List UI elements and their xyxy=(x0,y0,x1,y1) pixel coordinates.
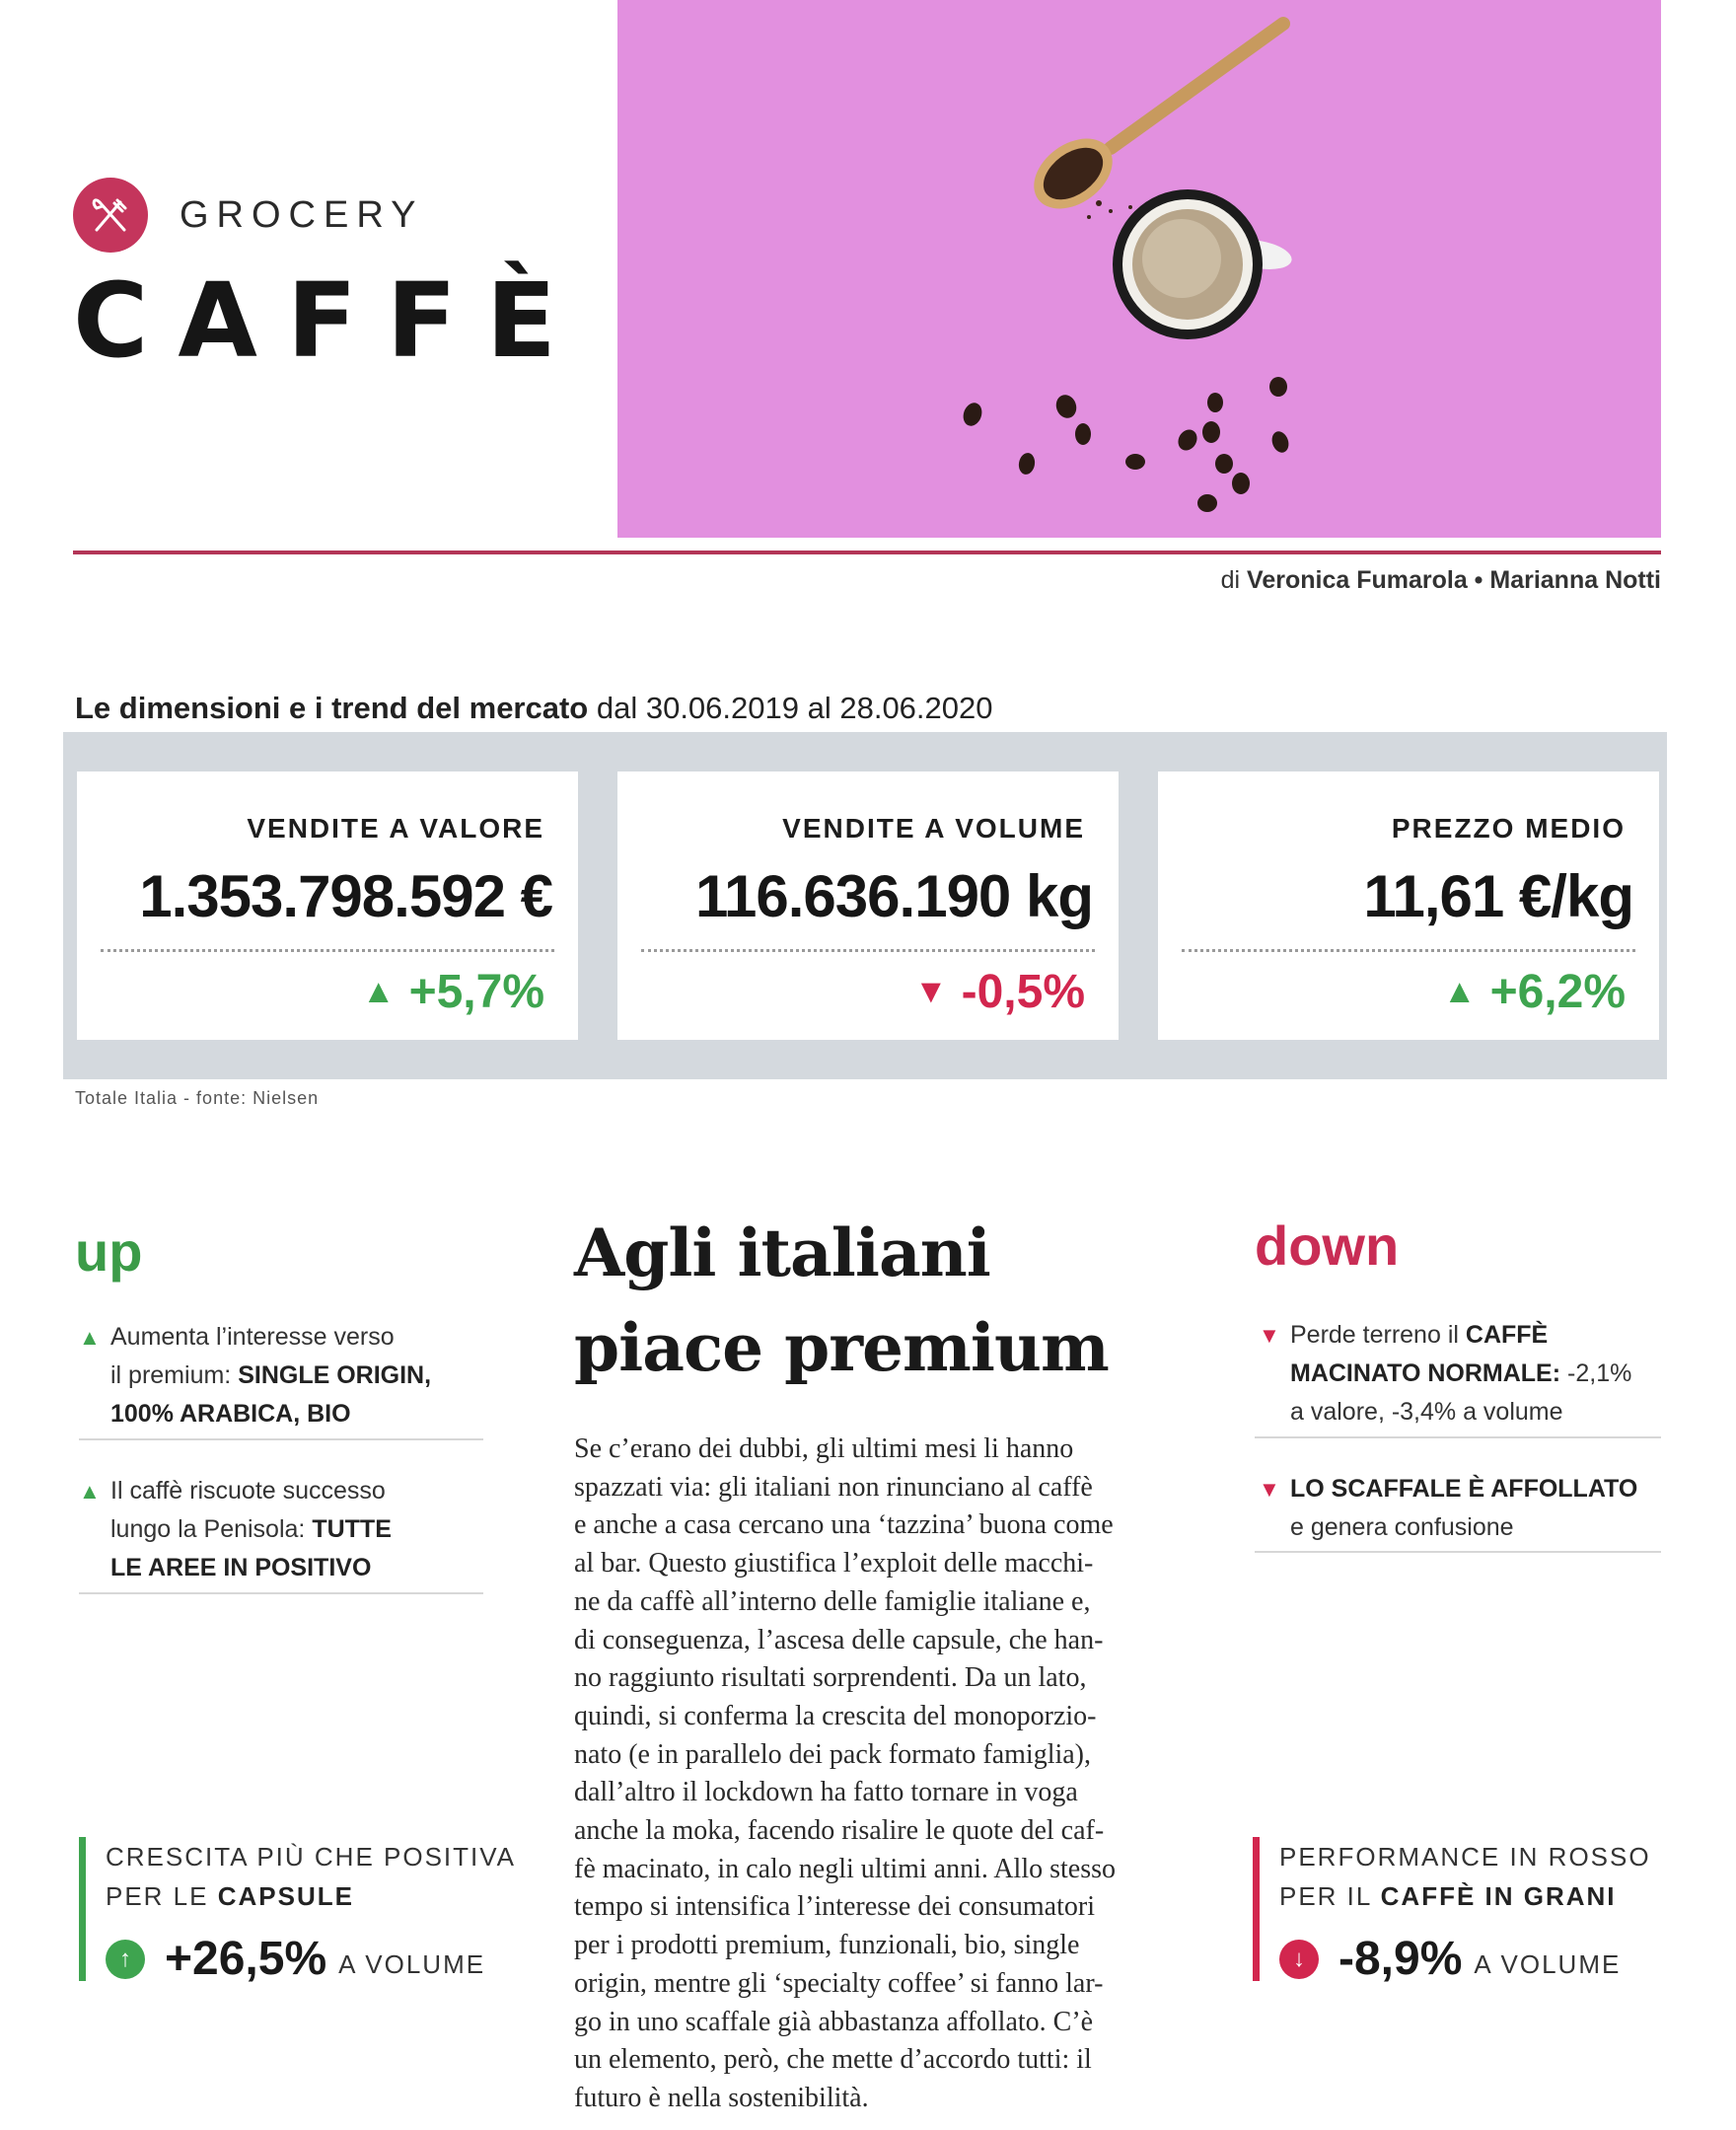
kpi-card-valore xyxy=(77,771,578,1040)
bullet-bold: CAFFÈ xyxy=(1465,1321,1549,1349)
bullet-bold: MACINATO NORMALE: xyxy=(1290,1359,1561,1387)
triangle-up-icon: ▲ xyxy=(361,973,396,1010)
up-heading: up xyxy=(75,1220,143,1283)
down-heading: down xyxy=(1255,1214,1400,1277)
section-tag xyxy=(73,176,423,255)
triangle-down-icon: ▼ xyxy=(913,973,948,1010)
market-title: Le dimensioni e i trend del mercato xyxy=(75,691,589,725)
page-title: CAFFÈ xyxy=(73,260,586,381)
bullet-text: e genera confusione xyxy=(1290,1513,1514,1541)
callout-stat xyxy=(106,1932,516,1986)
bullet-text: Perde terreno il xyxy=(1290,1321,1459,1349)
triangle-up-icon: ▲ xyxy=(79,1325,101,1350)
down-bullet xyxy=(1259,1470,1673,1547)
triangle-up-icon: ▲ xyxy=(79,1479,101,1504)
article-title-line: Agli italiani xyxy=(574,1214,990,1291)
triangle-down-icon: ▼ xyxy=(1259,1323,1280,1348)
article-title xyxy=(574,1206,1126,1395)
bullet-text: Il caffè riscuote successo xyxy=(110,1477,386,1505)
header-rule xyxy=(73,551,1661,554)
callout-prefix: PER IL xyxy=(1279,1881,1372,1911)
up-bullet xyxy=(79,1318,493,1433)
callout-line xyxy=(106,1876,516,1916)
kpi-change xyxy=(914,965,1085,1019)
callout-bold: CAFFÈ IN GRANI xyxy=(1380,1881,1617,1911)
callout-value: -8,9% xyxy=(1338,1933,1463,1985)
byline xyxy=(1221,566,1661,595)
arrow-up-circle-icon: ↑ xyxy=(106,1940,145,1979)
up-bullet xyxy=(79,1472,493,1587)
kpi-change-value: +5,7% xyxy=(408,966,544,1018)
divider xyxy=(79,1592,483,1594)
hero-image xyxy=(617,0,1661,538)
kpi-value: 116.636.190 kg xyxy=(694,863,1093,929)
dotted-divider xyxy=(641,949,1095,952)
callout-line: PERFORMANCE IN ROSSO xyxy=(1279,1842,1651,1872)
divider xyxy=(1255,1551,1661,1553)
kpi-change xyxy=(1443,965,1626,1019)
callout-bold: CAPSULE xyxy=(217,1881,354,1911)
kpi-label: VENDITE A VALORE xyxy=(247,813,544,844)
market-kpi-box xyxy=(63,732,1667,1079)
section-label: GROCERY xyxy=(180,193,424,236)
bullet-text: -2,1% xyxy=(1567,1359,1632,1387)
kpi-change-value: -0,5% xyxy=(961,966,1085,1018)
kpi-label: VENDITE A VOLUME xyxy=(782,813,1085,844)
kpi-change xyxy=(362,965,544,1019)
bullet-text: Aumenta l’interesse verso xyxy=(110,1323,395,1351)
triangle-down-icon: ▼ xyxy=(1259,1477,1280,1502)
article-body: Se c’erano dei dubbi, gli ultimi mesi li hanno spazzati via: gli italiani non rinunciano al caffè e anche a casa cercano una ‘tazzina’ buona come al bar. Questo giustifica l’exploit delle macchi- ne da caffè all’interno delle famiglie italiane e, di conseguenza, l’ascesa delle capsule, che han- no raggiunto risultati sorprendenti. Da un lato, quindi, si conferma la crescita del monoporzio- nato (e in parallelo dei pack formato famiglia), dall’altro il lockdown ha fatto tornare in voga anche la moka, facendo risalire le quote del caf- fè macinato, in calo negli ultimi anni. Allo stesso tempo si intensifica l’interesse dei consumatori per i prodotti premium, funzionali, bio, single origin, mentre gli ‘specialty coffee’ si fanno lar- go in uno scaffale già abbastanza affollato. C’è un elemento, però, che mette d’accordo tutti: il futuro è nella sostenibilità. xyxy=(574,1433,1117,2113)
triangle-up-icon: ▲ xyxy=(1442,973,1477,1010)
dotted-divider xyxy=(1182,949,1635,952)
callout-prefix: PER LE xyxy=(106,1881,209,1911)
callout-line: CRESCITA PIÙ CHE POSITIVA xyxy=(106,1842,516,1872)
bullet-text: a valore, -3,4% a volume xyxy=(1290,1398,1563,1426)
bullet-bold: LE AREE IN POSITIVO xyxy=(110,1554,372,1581)
kpi-card-prezzo xyxy=(1158,771,1659,1040)
byline-authors: Veronica Fumarola • Marianna Notti xyxy=(1247,566,1661,594)
fork-knife-icon xyxy=(73,178,148,253)
bullet-text: lungo la Penisola: xyxy=(110,1515,306,1543)
bullet-bold: SINGLE ORIGIN, xyxy=(238,1361,432,1389)
callout-unit: A VOLUME xyxy=(338,1949,486,1979)
down-bullet xyxy=(1259,1316,1673,1432)
bullet-bold: 100% ARABICA, BIO xyxy=(110,1400,351,1428)
kpi-value: 11,61 €/kg xyxy=(1363,863,1633,929)
dotted-divider xyxy=(101,949,554,952)
callout-unit: A VOLUME xyxy=(1474,1949,1622,1979)
bullet-bold: TUTTE xyxy=(312,1515,392,1543)
divider xyxy=(1255,1436,1661,1438)
callout-stat xyxy=(1279,1932,1651,1986)
arrow-down-circle-icon: ↓ xyxy=(1279,1940,1319,1979)
bullet-text: il premium: xyxy=(110,1361,232,1389)
market-period: dal 30.06.2019 al 28.06.2020 xyxy=(596,691,993,725)
kpi-label: PREZZO MEDIO xyxy=(1391,813,1626,844)
article-title-line: piace premium xyxy=(574,1309,1109,1386)
divider xyxy=(79,1438,483,1440)
callout-line xyxy=(1279,1876,1651,1916)
up-callout xyxy=(79,1837,516,1985)
bullet-bold: LO SCAFFALE È AFFOLLATO xyxy=(1290,1475,1638,1503)
callout-value: +26,5% xyxy=(165,1933,327,1985)
kpi-change-value: +6,2% xyxy=(1489,966,1626,1018)
market-heading xyxy=(75,691,993,726)
source-note: Totale Italia - fonte: Nielsen xyxy=(75,1088,320,1108)
kpi-value: 1.353.798.592 € xyxy=(139,863,552,929)
down-callout xyxy=(1253,1837,1651,1985)
kpi-card-volume xyxy=(617,771,1119,1040)
byline-prefix: di xyxy=(1220,566,1241,594)
